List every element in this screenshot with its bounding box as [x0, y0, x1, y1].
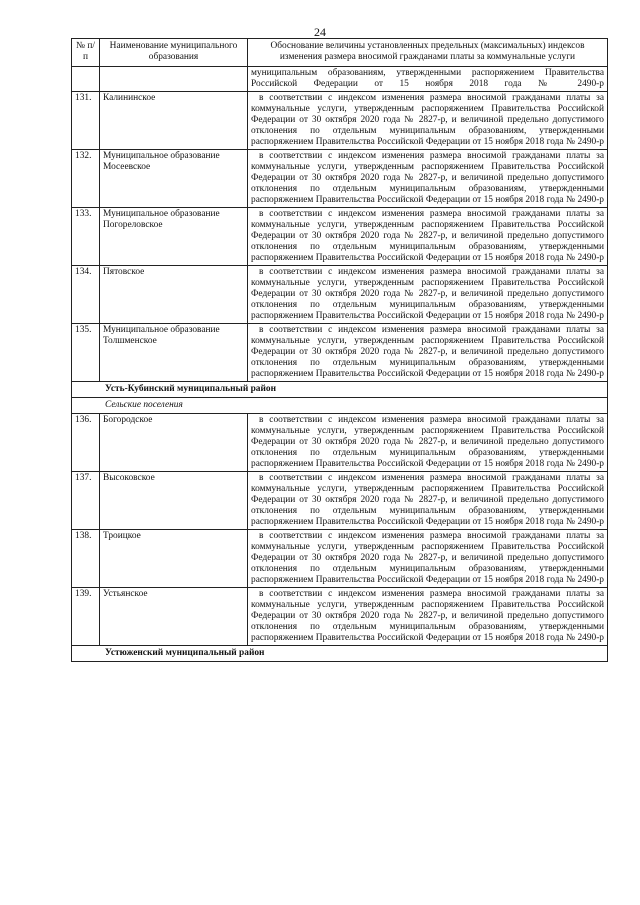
section-title: Усть-Кубинский муниципальный район [72, 381, 608, 397]
table-row [72, 265, 608, 323]
row-basis: в соответствии с индексом изменения размера вносимой гражданами платы за коммунальные услуги, утвержденным распоряжением Правительства Российской Федерации от 30 октября 2020 года № 2827-р, и величиной предельно допустимого отклонения по отдельным муниципальным образованиям, утвержденными распоряжением Правительства Российской Федерации от 15 ноября 2018 года № 2490-р [248, 265, 608, 323]
table-row [72, 91, 608, 149]
row-num: 139. [72, 587, 100, 645]
row-num: 131. [72, 91, 100, 149]
continuation-row [72, 66, 608, 91]
row-municipality-name: Высоковское [100, 471, 248, 529]
header-num: № п/п [72, 39, 100, 67]
row-num: 133. [72, 207, 100, 265]
table-row [72, 587, 608, 645]
section-title: Устюженский муниципальный район [72, 645, 608, 661]
row-num: 132. [72, 149, 100, 207]
page-number: 24 [314, 25, 326, 39]
row-num: 136. [72, 413, 100, 471]
header-basis: Обоснование величины установленных предельных (максимальных) индексов изменения размера вносимой гражданами платы за коммунальные услуги [248, 39, 608, 67]
table-row [72, 207, 608, 265]
indices-table [71, 38, 608, 662]
table-header-row [72, 39, 608, 67]
row-basis: в соответствии с индексом изменения размера вносимой гражданами платы за коммунальные услуги, утвержденным распоряжением Правительства Российской Федерации от 30 октября 2020 года № 2827-р, и величиной предельно допустимого отклонения по отдельным муниципальным образованиям, утвержденными распоряжением Правительства Российской Федерации от 15 ноября 2018 года № 2490-р [248, 471, 608, 529]
table-row [72, 471, 608, 529]
section-row [72, 645, 608, 661]
table-row [72, 149, 608, 207]
row-municipality-name: Муниципальное образование Толшменское [100, 323, 248, 381]
continuation-num [72, 66, 100, 91]
subsection-row [72, 397, 608, 413]
table-row [72, 529, 608, 587]
table-body [72, 66, 608, 661]
row-municipality-name: Богородское [100, 413, 248, 471]
row-basis: в соответствии с индексом изменения размера вносимой гражданами платы за коммунальные услуги, утвержденным распоряжением Правительства Российской Федерации от 30 октября 2020 года № 2827-р, и величиной предельно допустимого отклонения по отдельным муниципальным образованиям, утвержденными распоряжением Правительства Российской Федерации от 15 ноября 2018 года № 2490-р [248, 207, 608, 265]
table-row [72, 413, 608, 471]
row-municipality-name: Пятовское [100, 265, 248, 323]
row-basis: в соответствии с индексом изменения размера вносимой гражданами платы за коммунальные услуги, утвержденным распоряжением Правительства Российской Федерации от 30 октября 2020 года № 2827-р, и величиной предельно допустимого отклонения по отдельным муниципальным образованиям, утвержденными распоряжением Правительства Российской Федерации от 15 ноября 2018 года № 2490-р [248, 413, 608, 471]
row-municipality-name: Калининское [100, 91, 248, 149]
row-basis: в соответствии с индексом изменения размера вносимой гражданами платы за коммунальные услуги, утвержденным распоряжением Правительства Российской Федерации от 30 октября 2020 года № 2827-р, и величиной предельно допустимого отклонения по отдельным муниципальным образованиям, утвержденными распоряжением Правительства Российской Федерации от 15 ноября 2018 года № 2490-р [248, 149, 608, 207]
row-basis: в соответствии с индексом изменения размера вносимой гражданами платы за коммунальные услуги, утвержденным распоряжением Правительства Российской Федерации от 30 октября 2020 года № 2827-р, и величиной предельно допустимого отклонения по отдельным муниципальным образованиям, утвержденными распоряжением Правительства Российской Федерации от 15 ноября 2018 года № 2490-р [248, 91, 608, 149]
row-num: 134. [72, 265, 100, 323]
row-municipality-name: Троицкое [100, 529, 248, 587]
table-row [72, 323, 608, 381]
row-basis: в соответствии с индексом изменения размера вносимой гражданами платы за коммунальные услуги, утвержденным распоряжением Правительства Российской Федерации от 30 октября 2020 года № 2827-р, и величиной предельно допустимого отклонения по отдельным муниципальным образованиям, утвержденными распоряжением Правительства Российской Федерации от 15 ноября 2018 года № 2490-р [248, 587, 608, 645]
header-name: Наименование муниципального образования [100, 39, 248, 67]
continuation-basis: муниципальным образованиям, утвержденными распоряжением Правительства Российской Федерации от 15 ноября 2018 года № 2490-р [248, 66, 608, 91]
row-basis: в соответствии с индексом изменения размера вносимой гражданами платы за коммунальные услуги, утвержденным распоряжением Правительства Российской Федерации от 30 октября 2020 года № 2827-р, и величиной предельно допустимого отклонения по отдельным муниципальным образованиям, утвержденными распоряжением Правительства Российской Федерации от 15 ноября 2018 года № 2490-р [248, 323, 608, 381]
row-basis: в соответствии с индексом изменения размера вносимой гражданами платы за коммунальные услуги, утвержденным распоряжением Правительства Российской Федерации от 30 октября 2020 года № 2827-р, и величиной предельно допустимого отклонения по отдельным муниципальным образованиям, утвержденными распоряжением Правительства Российской Федерации от 15 ноября 2018 года № 2490-р [248, 529, 608, 587]
section-row [72, 381, 608, 397]
row-num: 137. [72, 471, 100, 529]
row-municipality-name: Устьянское [100, 587, 248, 645]
row-municipality-name: Муниципальное образование Мосеевское [100, 149, 248, 207]
subsection-title: Сельские поселения [72, 397, 608, 413]
row-municipality-name: Муниципальное образование Погореловское [100, 207, 248, 265]
row-num: 135. [72, 323, 100, 381]
row-num: 138. [72, 529, 100, 587]
continuation-name [100, 66, 248, 91]
